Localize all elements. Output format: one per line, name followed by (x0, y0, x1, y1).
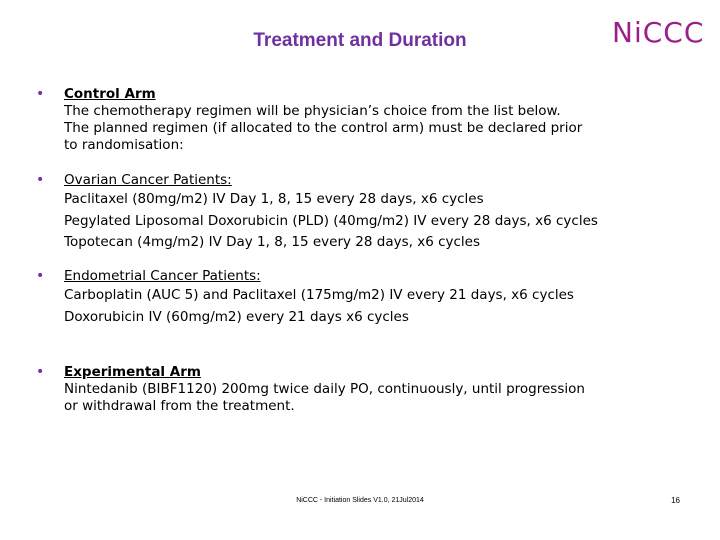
bullet-line: Carboplatin (AUC 5) and Paclitaxel (175mg/m2) IV every 21 days, x6 cycles (64, 287, 574, 303)
bullet-dot-icon: • (36, 172, 45, 188)
bullet-line: Nintedanib (BIBF1120) 200mg twice daily PO, continuously, until progression (64, 381, 585, 397)
bullet-line: Topotecan (4mg/m2) IV Day 1, 8, 15 every 28 days, x6 cycles (64, 234, 481, 250)
bullet-line: The chemotherapy regimen will be physician’s choice from the list below. (64, 103, 561, 119)
slide-title: Treatment and Duration (253, 30, 467, 51)
bullet-line: Doxorubicin IV (60mg/m2) every 21 days x6 cycles (64, 308, 409, 325)
bullet-dot-icon: • (36, 364, 45, 380)
bullet-line: Pegylated Liposomal Doxorubicin (PLD) (40mg/m2) IV every 28 days, x6 cycles (64, 212, 598, 229)
slide-footer: NiCCC - Initiation Slides V1.0, 21Jul2014 (296, 497, 424, 504)
bullet-dot-icon: • (36, 268, 45, 284)
bullet-heading: Ovarian Cancer Patients: (64, 172, 232, 188)
niccc-logo: NiCCC (612, 16, 705, 49)
bullet-line: or withdrawal from the treatment. (64, 398, 295, 414)
bullet-line: The planned regimen (if allocated to the control arm) must be declared prior (64, 120, 583, 136)
bullet-heading: Control Arm (64, 86, 156, 102)
page-number: 16 (671, 496, 680, 505)
bullet-dot-icon: • (36, 86, 45, 102)
bullet-heading: Endometrial Cancer Patients: (64, 268, 261, 284)
bullet-line: to randomisation: (64, 137, 184, 153)
bullet-heading: Experimental Arm (64, 364, 201, 380)
bullet-line: Paclitaxel (80mg/m2) IV Day 1, 8, 15 every 28 days, x6 cycles (64, 191, 484, 207)
